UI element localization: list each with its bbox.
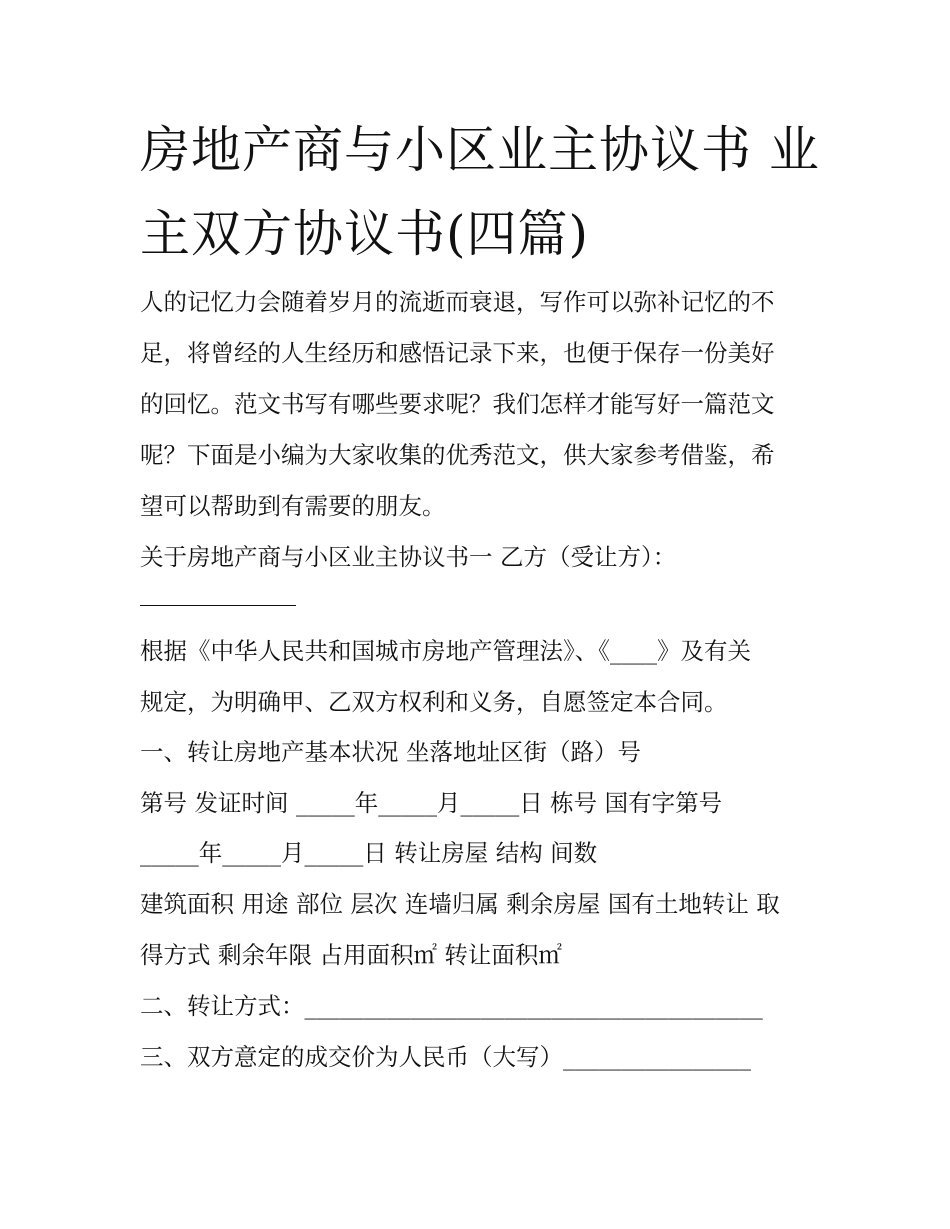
clause-1-line-5: 得方式 剩余年限 占用面积㎡ 转让面积㎡: [140, 941, 562, 969]
intro-line-5: 望可以帮助到有需要的朋友。: [140, 492, 446, 520]
party-b-blank-line: [140, 605, 296, 606]
intro-line-4: 呢？下面是小编为大家收集的优秀范文，供大家参考借鉴，希: [140, 441, 775, 469]
title-line-2: 主双方协议书(四篇): [140, 205, 590, 263]
intro-line-3: 的回忆。范文书写有哪些要求呢？我们怎样才能写好一篇范文: [140, 390, 775, 418]
section-heading: 关于房地产商与小区业主协议书一 乙方（受让方）：: [140, 543, 677, 571]
intro-line-2: 足，将曾经的人生经历和感悟记录下来，也便于保存一份美好: [140, 339, 775, 367]
title-line-1: 房地产商与小区业主协议书 业: [140, 121, 820, 179]
contract-line-1: 根据《中华人民共和国城市房地产管理法》、《____》及有关: [140, 637, 751, 665]
clause-1-line-3: _____年_____月_____日 转让房屋 结构 间数: [140, 839, 598, 867]
intro-line-1: 人的记忆力会随着岁月的流逝而衰退，写作可以弥补记忆的不: [140, 288, 775, 316]
document-title: [140, 108, 820, 276]
clause-1-heading: 一、转让房地产基本状况 坐落地址区街（路）号: [140, 738, 641, 766]
clause-1-line-2: 第号 发证时间 _____年_____月_____日 栋号 国有字第号: [140, 789, 723, 817]
clause-1-line-4: 建筑面积 用途 部位 层次 连墙归属 剩余房屋 国有土地转让 取: [140, 890, 780, 918]
contract-line-2: 规定，为明确甲、乙双方权利和义务，自愿签定本合同。: [140, 688, 728, 716]
clause-3: 三、双方意定的成交价为人民币（大写）________________: [140, 1043, 751, 1071]
clause-2: 二、转让方式：_______________________________________: [140, 992, 763, 1020]
